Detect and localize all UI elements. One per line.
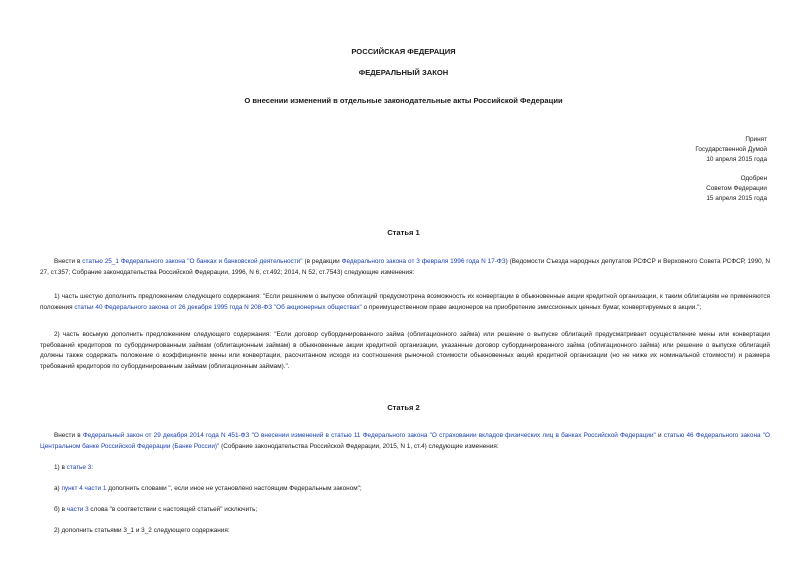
article-2-item-b: [54, 505, 257, 516]
text: Внести в: [54, 432, 83, 439]
link-law-451-fz[interactable]: Федеральный закон от 29 декабря 2014 года N 451-ФЗ "О внесении изменений в статью 11 Федерального закона "О страховании вкладов физических лиц в банках Российской Федерации": [82, 432, 656, 439]
link-point-4-part-1[interactable]: пункт 4 части 1: [61, 485, 107, 492]
approved-label: Одобрен: [740, 175, 767, 182]
text: и: [655, 432, 664, 439]
article-2-item-2: 2) дополнить статьями 3_1 и 3_2 следующего содержания:: [54, 527, 230, 534]
text: 1) часть шестую дополнить предложением следующего содержания: "Если решением о выпуске облигаций предусмотрена возможность их конвертации в обыкновенные акции кредитной организации, к таким облигациям не применяются положения: [40, 293, 770, 311]
link-article-46-central-bank-law[interactable]: статью 46 Федерального закона "О Центральном банке Российской Федерации (Банке России)": [40, 432, 770, 450]
text: а): [54, 485, 62, 492]
approved-date: 15 апреля 2015 года: [706, 195, 767, 202]
text: б) в: [54, 506, 67, 513]
adopted-by: Государственной Думой: [695, 146, 767, 153]
link-article-25-1[interactable]: статью 25_1 Федерального закона "О банках и банковской деятельности": [82, 258, 303, 265]
text: :: [91, 464, 94, 471]
link-part-3[interactable]: части 3: [66, 506, 89, 513]
text: дополнить словами ", если иное не установлено настоящим Федеральным законом";: [106, 485, 362, 492]
adopted-date: 10 апреля 2015 года: [706, 156, 767, 163]
article-1-intro: [40, 257, 770, 278]
article-1-item-1: [40, 292, 770, 313]
adoption-block: [695, 135, 767, 204]
article-2-heading: Статья 2: [387, 403, 420, 412]
approved-by: Советом Федерации: [706, 185, 767, 192]
text: ) (Ведомости Съезда народных депутатов РСФСР и Верховного Совета РСФСР, 1990, N 27, ст.357; Собрание законодательства Российской Федерации, 1996, N 6, ст.492; 2014, N 52, ст.7543) следующие изменения:: [40, 258, 770, 276]
link-law-17-fz[interactable]: Федерального закона от 3 февраля 1996 года N 17-ФЗ: [341, 258, 506, 265]
text: (Собрание законодательства Российской Федерации, 2015, N 1, ст.4) следующие изменения:: [219, 442, 499, 450]
text: о преимущественном праве акционеров на приобретение эмиссионных ценных бумаг, конвертируемых в акции.";: [361, 303, 702, 311]
article-2-item-1: [54, 463, 93, 474]
article-2-intro: [40, 431, 770, 452]
link-article-40-law-208-fz[interactable]: статьи 40 Федерального закона от 26 декабря 1995 года N 208-ФЗ "Об акционерных обществах": [74, 303, 362, 311]
article-2-item-a: [54, 484, 362, 495]
law-title: О внесении изменений в отдельные законодательные акты Российской Федерации: [244, 96, 563, 105]
text: 1) в: [54, 464, 67, 471]
adopted-label: Принят: [745, 136, 767, 143]
document-type-heading: ФЕДЕРАЛЬНЫЙ ЗАКОН: [358, 68, 449, 77]
country-heading: РОССИЙСКАЯ ФЕДЕРАЦИЯ: [351, 47, 456, 56]
text: (в редакции: [302, 258, 342, 265]
text: слова "в соответствии с настоящей статьей" исключить;: [88, 506, 258, 513]
article-1-heading: Статья 1: [387, 228, 420, 237]
link-article-3[interactable]: статье 3: [66, 464, 92, 471]
article-1-item-2: 2) часть восьмую дополнить предложением следующего содержания: "Если договор субординированного займа (облигационного займа) или решение о выпуске облигаций предусматривает осуществление мены или конвертации требований кредиторов по субординированным займам (облигационным займам) в обыкновенные акции кредитной организации, указанные договор субординированного займа (облигационного займа) или решение о выпуске облигаций должны также содержать положение о коэффициенте мены или конвертации, рассчитанном исходя из соотношения рыночной стоимости обыкновенных акций кредитной организации (но не ниже их номинальной стоимости) и размера требований кредиторов по субординированным займам (облигационным займам).".: [40, 331, 770, 370]
text: Внести в: [54, 258, 83, 265]
